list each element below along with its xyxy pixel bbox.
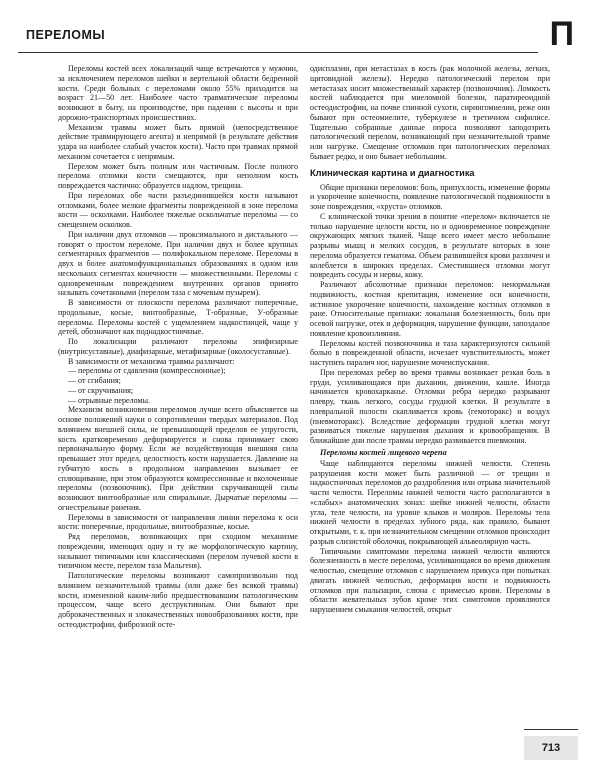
- page-number-box: [524, 736, 578, 760]
- list-item: — отрывные переломы.: [68, 395, 150, 405]
- page-header: [18, 14, 578, 54]
- paragraph: Различают абсолютные признаки переломов: ненормальная подвижность, костная крепитация, изменение оси конечности, истинное укорочение конечности, нахождение костных отломков в ране. Относительные признаки: локальная болезненность, боль при осевой нагрузке, отек и деформация, нарушение функции, запоздалое появление кровоизлияния.: [310, 280, 550, 338]
- list-item: — от сгибания;: [68, 376, 121, 385]
- paragraph: Механизм травмы может быть прямой (непосредственное действие травмирующего агента) и непрямой (в результате действия удара на наиболее слабый участок кости). Часто при травмах прямой механизм сочетается с непрямым.: [58, 122, 298, 161]
- paragraph: По локализации различают переломы эпифизарные (внутрисуставные), диафизарные, метафизарные (околосуставные).: [58, 337, 298, 356]
- text-columns: [58, 64, 550, 750]
- list-item: — от скручивания;: [68, 385, 134, 395]
- section-heading: Клиническая картина и диагностика: [310, 167, 475, 178]
- running-title: ПЕРЕЛОМЫ: [26, 28, 106, 42]
- page-number: 713: [541, 742, 561, 754]
- paragraph: При переломах обе части разъединившейся кости называют отломками, более мелкие фрагменты поврежденной в зоне перелома кости — осколками. Наиболее тяжелые оскольчатые переломы — со смещением осколков.: [58, 190, 298, 229]
- list-intro: В зависимости от механизма травмы различают:: [68, 356, 235, 366]
- paragraph: одисплазии, при метастазах в кость (рак молочной железы, легких, щитовидной железы). Нередко патологический перелом при метастазах носит множественный характер (позвоночник). Ломкость костей наблюдается при миеломной болезни, паратиреоидной остеодистрофии, на почве спинной сухоти, сирингомиелии, реже они бывают при остеомиелите, туберкулезе и третичном сифилисе. Тщательно собранные данные опроса позволяют заподозрить патологический перелом, возникающий при незначительной травме или нагрузке. Смещение отломков при патологических переломах бывает редко, и оно бывает небольшим.: [310, 64, 550, 161]
- header-rule: [18, 52, 538, 53]
- paragraph: Патологические переломы возникают самопроизвольно под влиянием незначительной травмы (или даже без всякой травмы) кости, измененной каким-либо предшествовавшим патологическим процессом, чаще всего деструктивным. Они бывают при доброкачественных и злокачественных новообразованиях кости, при остеодистрофии, фиброзной осте-: [58, 571, 298, 629]
- paragraph: Переломы костей позвоночника и таза характеризуются сильной болью в поврежденной области, исчезает чувствительность, может наступить паралич ног, нарушение мочеиспускания.: [310, 338, 550, 367]
- paragraph: Типичными симптомами перелома нижней челюсти являются болезненность в месте перелома, усиливающаяся во время движения челюстью, смещение отломков с нарушением прикуса при попытках двигать нижней челюстью, деформация кости и подвижность отломков при пальпации, слюна с примесью крови. Переломы в области жевательных зубов кроме этих симптомов проявляются нарушением смыкания челюстей, открыт: [310, 546, 550, 614]
- page-number-rule: [524, 729, 578, 730]
- paragraph: Перелом может быть полным или частичным. После полного перелома отломки кости смещаются, при неполном кость повреждается частично: образуется надлом, трещина.: [58, 161, 298, 190]
- paragraph: Переломы костей всех локализаций чаще встречаются у мужчин, за исключением переломов шейки и вертельной области бедренной кости. Среди больных с переломами около 55% приходится на возраст 21—50 лет. Наиболее часто травматические переломы возникают в быту, на производстве, при падении с высоты и при дорожно-транспортных происшествиях.: [58, 64, 298, 122]
- paragraph: Ряд переломов, возникающих при сходном механизме повреждения, имеющих одну и ту же морфологическую картину, называют типичными или классическими (перелом лучевой кости в типичном месте, перелом таза Мальгеня).: [58, 532, 298, 571]
- paragraph: Общие признаки переломов: боль, припухлость, изменение формы и укорочение конечности, появление патологической подвижности в зоне повреждения, «хруста» отломков.: [310, 182, 550, 211]
- paragraph: Механизм возникновения переломов лучше всего объясняется на основе положений науки о сопротивлении твердых материалов. Под влиянием внешней силы, не превышающей пределов ее упругости, кость кратковременно деформируется и снова принимает свою первоначальную форму. Если же воздействующая внешняя сила превышает этот предел, целостность кости нарушается. Давление на губчатую кость в продольном направлении вызывает ее сплющивание, при этом образуются компрессионные и вколоченные переломы (позвоночник). При действии скручивающей силы возникают винтообразные или спиральные. Дырчатые переломы — огнестрельные ранения.: [58, 405, 298, 512]
- paragraph: Чаще наблюдаются переломы нижней челюсти. Степень разрушения кости может быть различной — от трещин и надкостничных переломов до раздробления или отрыва значительной части челюсти. Переломы нижней челюсти часто располагаются в «слабых» анатомических зонах: шейке нижней челюсти, области угла, теле челюсти, на уровне клыков и моляров. Переломы тела нижней челюсти в пределах зубного ряда, как правило, бывают открытыми, т. к. при незначительном смещении отломков происходит разрыв слизистой оболочки, покрывающей альвеолярную часть.: [310, 458, 550, 546]
- paragraph: С клинической точки зрения в понятие «перелом» включается не только нарушение целости кости, но и одновременное повреждение окружающих мягких тканей. Чаще всего имеет место небольшие разрывы мышц и мелких сосудов, в результате которых в зоне перелома образуется гематома. Объем развившейся крови различен и колеблется в широких пределах. Сместившиеся отломки могут повредить сосуды и нервы, кожу.: [310, 211, 550, 280]
- section-letter: П: [549, 15, 574, 53]
- subheading: Переломы костей лицевого черепа: [320, 447, 447, 457]
- right-column: [310, 64, 550, 750]
- left-column: [58, 64, 298, 750]
- paragraph: Переломы в зависимости от направления линии перелома к оси кости: поперечные, продольные, винтообразные, косые.: [58, 512, 298, 532]
- list-item: — переломы от сдавления (компрессионные);: [68, 366, 226, 376]
- paragraph: В зависимости от плоскости перелома различают поперечные, продольные, косые, винтообразные, Т-образные, У-образные переломы. Переломы костей с ущемлением надкостницей, чаще у детей, обозначают как поднадкостничные.: [58, 298, 298, 337]
- paragraph: При наличии двух отломков — проксимального и дистального — говорят о простом переломе. При наличии двух и более крупных сегментарных фрагментов — полифокальном переломе. Переломы в двух и более анатомофункциональных образованиях в одном или нескольких сегментах конечности — множественными. Переломы с одновременным повреждением внутренних органов принято называть сочетанными (перелом таза с мочевым пузырем).: [58, 229, 298, 298]
- paragraph: При переломах ребер во время травмы возникает резкая боль в груди, усиливающаяся при дыхании, движении, кашле. Иногда начинается кровохарканье. Отломки ребра нередко разрывают плевру, ткань легкого, сосуды грудной клетки. В результате в плевральной полости скапливается кровь (гемоторакс) и воздух (пневмоторакс). Вследствие деформации грудной клетки могут развиваться тяжелые нарушения дыхания и кровообращения. В ближайшие дни после травмы нередко развивается пневмония.: [310, 367, 550, 445]
